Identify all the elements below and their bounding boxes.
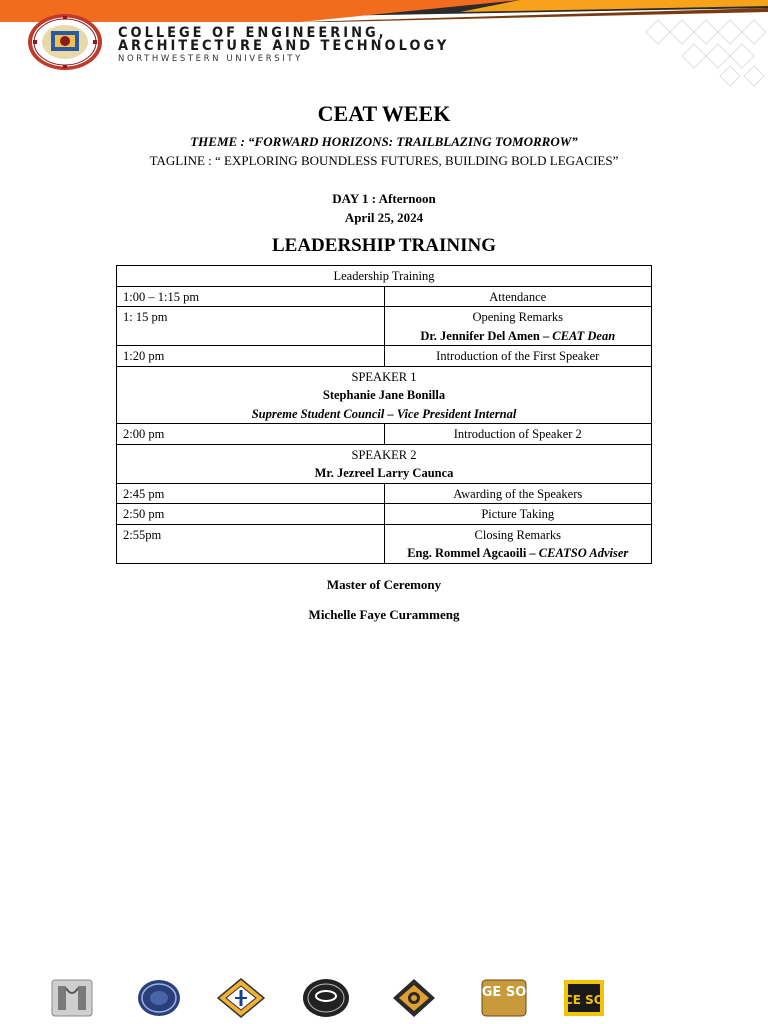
table-row xyxy=(117,286,652,307)
speaker-role: Supreme Student Council – Vice President Internal xyxy=(251,406,517,421)
event-theme: THEME : “FORWARD HORIZONS: TRAILBLAZING TOMORROW” xyxy=(190,134,578,149)
row-person xyxy=(391,544,646,563)
person-role: CEAT Dean xyxy=(552,328,616,343)
master-of-ceremony-label: Master of Ceremony xyxy=(326,577,442,592)
row-activity: Attendance xyxy=(384,286,652,307)
person-role: CEATSO Adviser xyxy=(538,546,629,560)
row-time: 2:50 pm xyxy=(117,504,385,525)
event-tagline: TAGLINE : “ EXPLORING BOUNDLESS FUTURES, BUILDING BOLD LEGACIES” xyxy=(149,153,619,168)
page-title: CEAT WEEK xyxy=(317,101,451,126)
ceso-logo xyxy=(562,978,606,1018)
section-title: LEADERSHIP TRAINING xyxy=(271,235,496,256)
table-row xyxy=(117,424,652,445)
civil-society-diamond-logo xyxy=(392,978,436,1018)
ceso-logo-lettering: CE SO xyxy=(563,993,605,1007)
row-activity: Picture Taking xyxy=(384,504,652,525)
row-time: 1:00 – 1:15 pm xyxy=(117,286,385,307)
speaker-cell xyxy=(117,444,652,483)
person-name: Dr. Jennifer Del Amen – xyxy=(420,328,553,343)
table-row xyxy=(117,346,652,367)
row-time: 1:20 pm xyxy=(117,346,385,367)
table-row xyxy=(117,483,652,504)
mechanical-society-logo xyxy=(302,978,350,1018)
speaker-name: Mr. Jezreel Larry Caunca xyxy=(314,466,454,480)
table-row xyxy=(117,524,652,563)
row-time: 1: 15 pm xyxy=(117,307,385,346)
row-activity: Awarding of the Speakers xyxy=(384,483,652,504)
row-time: 2:55pm xyxy=(117,524,385,563)
college-seal-logo xyxy=(27,13,104,71)
row-activity: Introduction of Speaker 2 xyxy=(384,424,652,445)
ceso-logo-text xyxy=(564,993,604,1007)
speaker-label: SPEAKER 1 xyxy=(351,369,417,384)
event-date: April 25, 2024 xyxy=(344,210,424,225)
person-name: Eng. Rommel Agcaoili – xyxy=(407,546,539,560)
speaker-name: Stephanie Jane Bonilla xyxy=(322,388,446,402)
row-activity-cell xyxy=(384,524,652,563)
row-activity: Introduction of the First Speaker xyxy=(384,346,652,367)
event-day: DAY 1 : Afternoon xyxy=(332,191,436,206)
header-diamond-pattern xyxy=(638,0,768,90)
row-activity-cell xyxy=(384,307,652,346)
schedule-table xyxy=(116,265,652,564)
row-activity: Opening Remarks xyxy=(472,310,564,324)
speaker-row xyxy=(117,366,652,424)
table-row xyxy=(117,307,652,346)
row-time: 2:45 pm xyxy=(117,483,385,504)
table-row xyxy=(117,504,652,525)
speaker-row xyxy=(117,444,652,483)
row-person xyxy=(391,327,646,346)
college-name-block xyxy=(118,27,474,65)
row-activity: Closing Remarks xyxy=(474,527,561,542)
engineering-society-seal-logo xyxy=(137,978,181,1018)
speaker-cell xyxy=(117,366,652,424)
row-time: 2:00 pm xyxy=(117,424,385,445)
table-heading-row xyxy=(117,266,652,287)
electrical-society-diamond-logo xyxy=(217,978,265,1018)
geso-logo xyxy=(480,978,528,1018)
college-name-line1: COLLEGE OF ENGINEERING, xyxy=(118,25,387,41)
speaker-label: SPEAKER 2 xyxy=(351,447,417,462)
university-name: NORTHWESTERN UNIVERSITY xyxy=(118,54,303,64)
geso-logo-text xyxy=(482,985,527,1000)
table-heading: Leadership Training xyxy=(117,266,652,287)
geso-logo-lettering: GE SO xyxy=(481,985,527,1000)
college-name-line2: ARCHITECTURE AND TECHNOLOGY xyxy=(118,38,450,54)
master-of-ceremony-name: Michelle Faye Curammeng xyxy=(308,607,460,622)
architecture-society-logo xyxy=(50,978,94,1018)
